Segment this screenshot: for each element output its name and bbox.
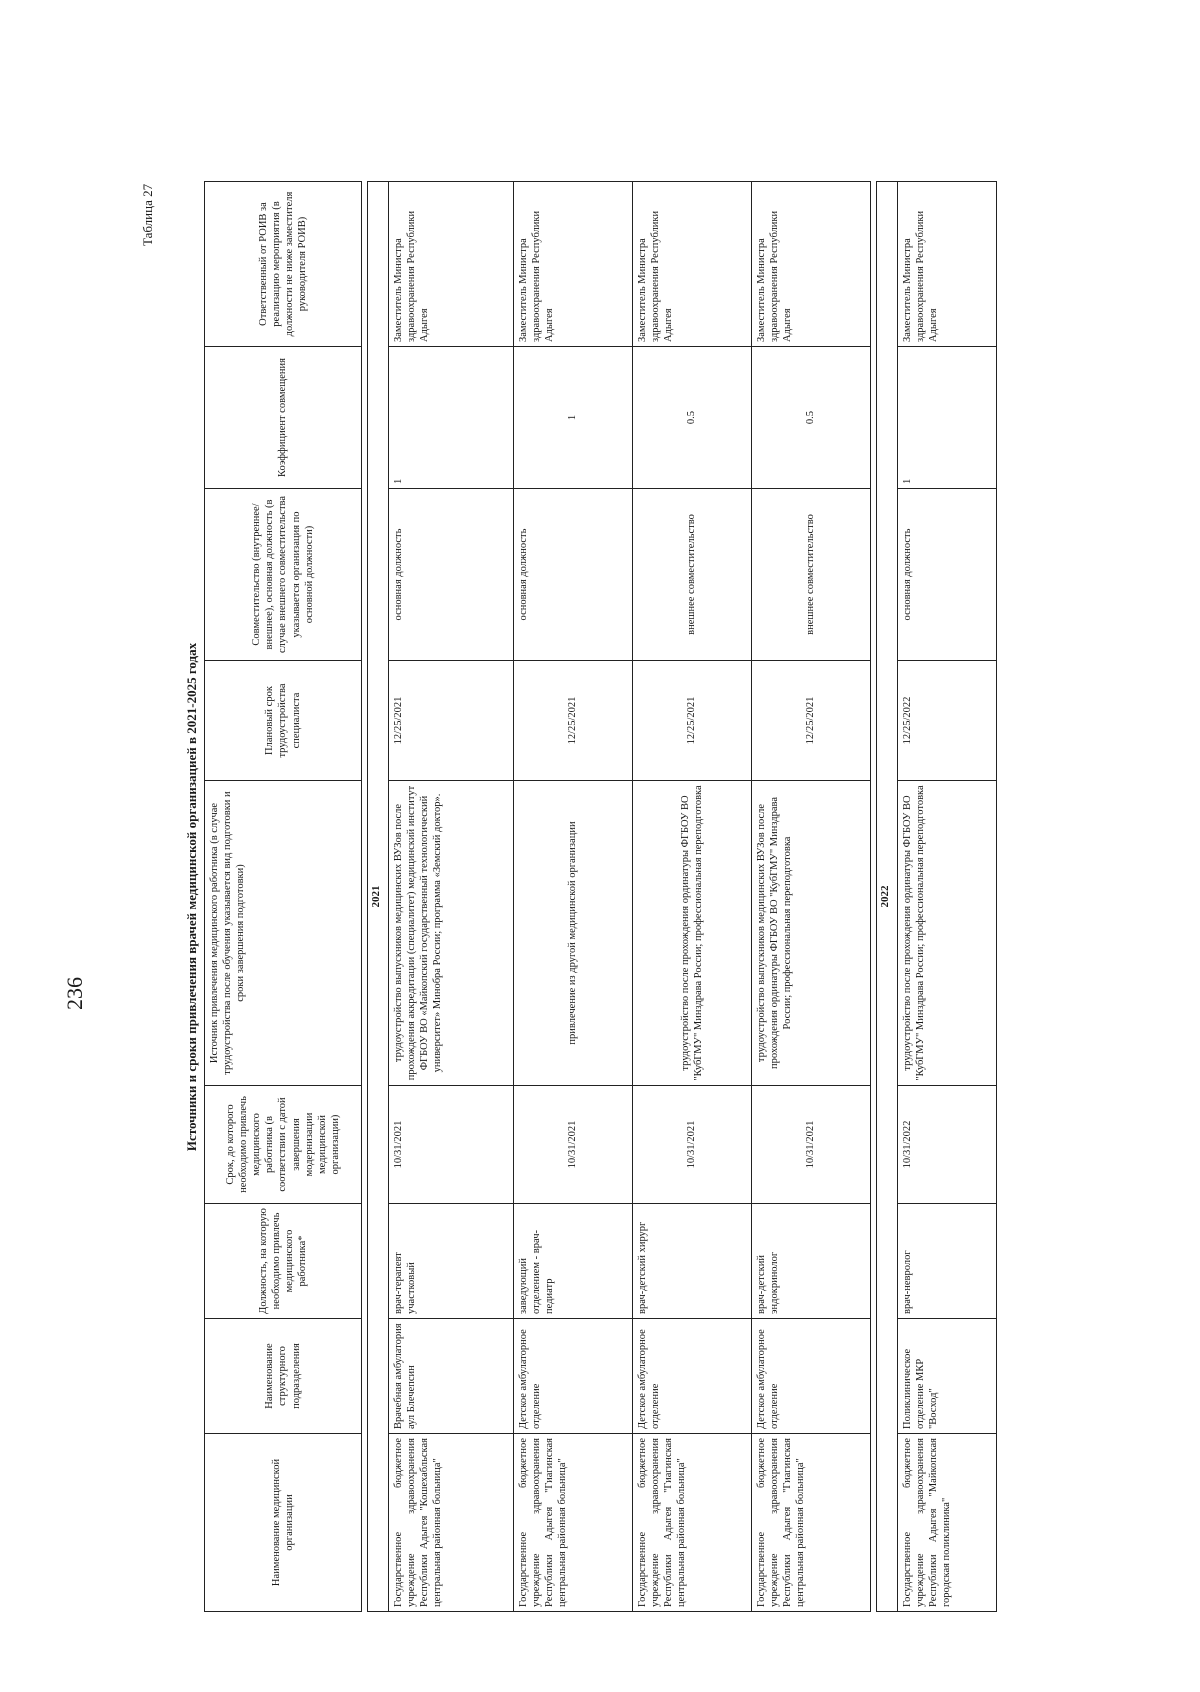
header-row	[205, 182, 362, 1612]
cell-combination: основная должность	[514, 489, 633, 661]
cell-planned: 12/25/2021	[752, 661, 871, 781]
header-coefficient: Коэффициент совмещения	[205, 347, 362, 489]
cell-org: Государственное бюджетное учреждение здравоохранения Республики Адыгея "Гиагинская центральная районная больница"	[633, 1434, 752, 1612]
header-unit: Наименование структурного подразделения	[205, 1319, 362, 1434]
table-row	[898, 182, 997, 1612]
cell-position: заведующий отделением - врач-педиатр	[514, 1204, 633, 1319]
cell-deadline: 10/31/2022	[898, 1086, 997, 1204]
cell-coefficient: 0.5	[633, 347, 752, 489]
cell-unit: Врачебная амбулатория аул Блечепсин	[389, 1319, 514, 1434]
cell-combination: основная должность	[898, 489, 997, 661]
cell-org: Государственное бюджетное учреждение здравоохранения Республики Адыгея "Гиагинская центральная районная больница"	[752, 1434, 871, 1612]
header-source: Источник привлечения медицинского работника (в случае трудоустройства после обучения указывается вид подготовки и сроки завершения подготовки)	[205, 781, 362, 1086]
cell-deadline: 10/31/2021	[633, 1086, 752, 1204]
table-title: Источники и сроки привлечения врачей медицинской организацией в 2021-2025 годах	[184, 642, 199, 1152]
cell-combination: основная должность	[389, 489, 514, 661]
cell-unit: Поликлиническое отделение МКР "Восход"	[898, 1319, 997, 1434]
header-org: Наименование медицинской организации	[205, 1434, 362, 1612]
cell-unit: Детское амбулаторное отделение	[752, 1319, 871, 1434]
table-row	[752, 182, 871, 1612]
cell-position: врач-детский эндокринолог	[752, 1204, 871, 1319]
recruitment-table	[204, 181, 997, 1612]
cell-org: Государственное бюджетное учреждение здравоохранения Республики Адыгея "Кошехабльская центральная районная больница"	[389, 1434, 514, 1612]
table-row	[514, 182, 633, 1612]
cell-planned: 12/25/2021	[514, 661, 633, 781]
cell-planned: 12/25/2021	[389, 661, 514, 781]
cell-planned: 12/25/2022	[898, 661, 997, 781]
rotated-table-block	[180, 182, 997, 1612]
year-label: 2021	[368, 182, 389, 1612]
cell-position: врач-терапевт участковый	[389, 1204, 514, 1319]
cell-planned: 12/25/2021	[633, 661, 752, 781]
header-position: Должность, на которую необходимо привлечь медицинского работника*	[205, 1204, 362, 1319]
cell-coefficient: 0.5	[752, 347, 871, 489]
cell-deadline: 10/31/2021	[389, 1086, 514, 1204]
cell-source: трудоустройство выпускников медицинских ВУЗов после прохождения ординатуры ФГБОУ ВО "КубГМУ" Минздрава России; профессиональная переподготовка	[752, 781, 871, 1086]
cell-responsible: Заместитель Министра здравоохранения Республики Адыгея	[389, 182, 514, 347]
page-number: 236	[62, 977, 87, 1010]
cell-source: привлечение из другой медицинской организации	[514, 781, 633, 1086]
cell-position: врач-детский хирург	[633, 1204, 752, 1319]
cell-responsible: Заместитель Министра здравоохранения Республики Адыгея	[752, 182, 871, 347]
header-deadline: Срок, до которого необходимо привлечь медицинского работника (в соответствии с датой завершения модернизации медицинской организации)	[205, 1086, 362, 1204]
cell-coefficient: 1	[389, 347, 514, 489]
cell-combination: внешнее совместительство	[752, 489, 871, 661]
year-row-2021	[368, 182, 389, 1612]
table-label: Таблица 27	[140, 183, 155, 246]
header-responsible: Ответственный от РОИВ за реализацию мероприятия (в должности не ниже заместителя руководителя РОИВ)	[205, 182, 362, 347]
header-combination: Совместительство (внутреннее/внешнее), основная должность (в случае внешнего совместительства указывается организация по основной должности)	[205, 489, 362, 661]
year-label: 2022	[877, 182, 898, 1612]
table-row	[389, 182, 514, 1612]
cell-org: Государственное бюджетное учреждение здравоохранения Республики Адыгея "Гиагинская центральная районная больница"	[514, 1434, 633, 1612]
cell-position: врач-невролог	[898, 1204, 997, 1319]
cell-source: трудоустройство после прохождения ординатуры ФГБОУ ВО "КубГМУ" Минздрава России; профессиональная переподготовка	[898, 781, 997, 1086]
cell-source: трудоустройство выпускников медицинских ВУЗов после прохождения аккредитации (специалитет) медицинский институт ФГБОУ ВО «Майкопский государственный технологический университет» Минобра России; программа «Земский доктор».	[389, 781, 514, 1086]
cell-source: трудоустройство после прохождения ординатуры ФГБОУ ВО "КубГМУ" Минздрава России; профессиональная переподготовка	[633, 781, 752, 1086]
header-planned: Плановый срок трудоустройства специалиста	[205, 661, 362, 781]
cell-deadline: 10/31/2021	[752, 1086, 871, 1204]
cell-unit: Детское амбулаторное отделение	[514, 1319, 633, 1434]
cell-combination: внешнее совместительство	[633, 489, 752, 661]
cell-deadline: 10/31/2021	[514, 1086, 633, 1204]
cell-unit: Детское амбулаторное отделение	[633, 1319, 752, 1434]
table-row	[633, 182, 752, 1612]
year-row-2022	[877, 182, 898, 1612]
cell-coefficient: 1	[898, 347, 997, 489]
cell-org: Государственное бюджетное учреждение здравоохранения Республики Адыгея "Майкопская городская поликлиника"	[898, 1434, 997, 1612]
cell-responsible: Заместитель Министра здравоохранения Республики Адыгея	[898, 182, 997, 347]
cell-responsible: Заместитель Министра здравоохранения Республики Адыгея	[514, 182, 633, 347]
cell-coefficient: 1	[514, 347, 633, 489]
cell-responsible: Заместитель Министра здравоохранения Республики Адыгея	[633, 182, 752, 347]
